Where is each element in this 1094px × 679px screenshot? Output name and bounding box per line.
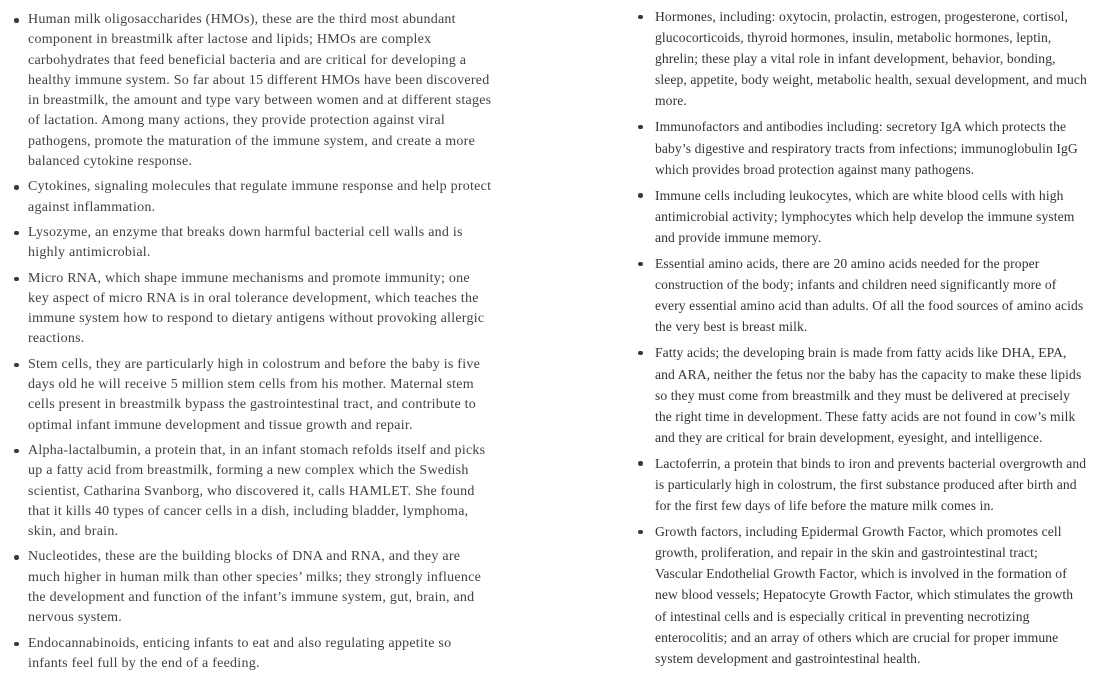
bullet-item-stem-cells	[14, 355, 492, 436]
bullet-item-lysozyme	[14, 223, 492, 264]
bullet-text: Immune cells including leukocytes, which are white blood cells with high antimicrobial activity; lymphocytes which help develop the immune system and provide immune memory.	[655, 187, 1075, 245]
bullet-item-endocannabinoids	[14, 634, 492, 675]
bullet-icon	[14, 555, 19, 560]
bullet-text: Hormones, including: oxytocin, prolactin, estrogen, progesterone, cortisol, glucocorticoids, thyroid hormones, insulin, metabolic hormones, leptin, ghrelin; these play a vital role in infant development, behavior, bonding, sleep, appetite, body weight, metabolic health, sexual development, and much more.	[655, 9, 1087, 109]
bullet-item-cytokines	[14, 177, 492, 218]
bullet-icon	[14, 231, 19, 236]
bullet-item-nucleotides	[14, 547, 492, 628]
bullet-icon	[14, 449, 19, 454]
bullet-icon	[638, 351, 643, 356]
bullet-text: Growth factors, including Epidermal Growth Factor, which promotes cell growth, proliferation, and repair in the skin and gastrointestinal tract; Vascular Endothelial Growth Factor, which is involved in the formation of new blood vessels; Hepatocyte Growth Factor, which stimulates the growth of intestinal cells and is especially critical in preventing necrotizing enterocolitis; and an array of others which are crucial for proper immune system development and gastrointestinal health.	[655, 524, 1074, 666]
bullet-item-fatty-acids	[638, 342, 1087, 447]
bullet-item-growth-factors	[638, 521, 1087, 669]
bullet-text: Endocannabinoids, enticing infants to eat and also regulating appetite so infants feel full by the end of a feeding.	[28, 635, 452, 671]
bullet-text: Nucleotides, these are the building blocks of DNA and RNA, and they are much higher in human milk than other species’ milks; they strongly influence the development and function of the infant’s immune system, gut, brain, and nervous system.	[28, 549, 482, 626]
bullet-item-alpha-lactalbumin	[14, 441, 492, 542]
bullet-item-hormones	[638, 6, 1087, 111]
bullet-item-lactoferrin	[638, 453, 1087, 516]
bullet-icon	[638, 262, 643, 267]
bullet-text: Immunofactors and antibodies including: secretory IgA which protects the baby’s digestive and respiratory tracts from infections; immunoglobulin IgG which provides broad protection against many pathogens.	[655, 119, 1078, 177]
bullet-text: Alpha-lactalbumin, a protein that, in an infant stomach refolds itself and picks up a fatty acid from breastmilk, forming a new complex which the Swedish scientist, Catharina Svanborg, who discovered it, calls HAMLET. She found that it kills 40 types of cancer cells in a dish, including bladder, lymphoma, skin, and brain.	[28, 442, 486, 540]
right-column	[638, 6, 1087, 674]
left-column	[14, 10, 492, 679]
bullet-item-immune-cells	[638, 185, 1087, 248]
bullet-icon	[638, 193, 643, 198]
bullet-item-immunofactors	[638, 116, 1087, 179]
bullet-text: Essential amino acids, there are 20 amino acids needed for the proper construction of the body; infants and children need significantly more of every essential amino acid than adults. Of all the food sources of amino acids the very best is breast milk.	[655, 256, 1084, 335]
bullet-item-essential-amino-acids	[638, 253, 1087, 337]
bullet-icon	[638, 125, 643, 130]
bullet-text: Micro RNA, which shape immune mechanisms and promote immunity; one key aspect of micro RNA is in oral tolerance development, which teaches the immune system how to respond to dietary antigens without provoking allergic reactions.	[28, 270, 485, 347]
bullet-item-hmos	[14, 10, 492, 172]
bullet-text: Stem cells, they are particularly high in colostrum and before the baby is five days old he will receive 5 million stem cells from his mother. Maternal stem cells present in breastmilk bypass the gastrointestinal tract, and contribute to optimal infant immune development and tissue growth and repair.	[28, 356, 481, 433]
bullet-text: Fatty acids; the developing brain is made from fatty acids like DHA, EPA, and ARA, neither the fetus nor the baby has the capacity to make these lipids so they must come from breastmilk and they must be delivered at precisely the right time in development. These fatty acids are not found in cow’s milk and they are critical for brain development, eyesight, and intelligence.	[655, 345, 1082, 445]
bullet-icon	[638, 530, 643, 535]
bullet-text: Human milk oligosaccharides (HMOs), these are the third most abundant component in breastmilk after lactose and lipids; HMOs are complex carbohydrates that feed beneficial bacteria and are critical for developing a healthy immune system. So far about 15 different HMOs have been discovered in breastmilk, the amount and type vary between women and at different stages of lactation. Among many actions, they provide protection against viral pathogens, promote the maturation of the immune system, and create a more balanced cytokine response.	[28, 12, 492, 170]
bullet-item-micro-rna	[14, 269, 492, 350]
bullet-icon	[638, 15, 643, 20]
bullet-text: Lysozyme, an enzyme that breaks down harmful bacterial cell walls and is highly antimicrobial.	[28, 224, 463, 261]
bullet-text: Cytokines, signaling molecules that regulate immune response and help protect against inflammation.	[28, 179, 492, 215]
bullet-icon	[14, 18, 19, 23]
bullet-icon	[14, 363, 19, 368]
bullet-icon	[14, 185, 19, 190]
bullet-icon	[638, 461, 643, 466]
bullet-text: Lactoferrin, a protein that binds to iron and prevents bacterial overgrowth and is particularly high in colostrum, the first substance produced after birth and for the first few days of life before the mature milk comes in.	[655, 455, 1087, 514]
bullet-icon	[14, 277, 19, 282]
bullet-icon	[14, 642, 19, 647]
